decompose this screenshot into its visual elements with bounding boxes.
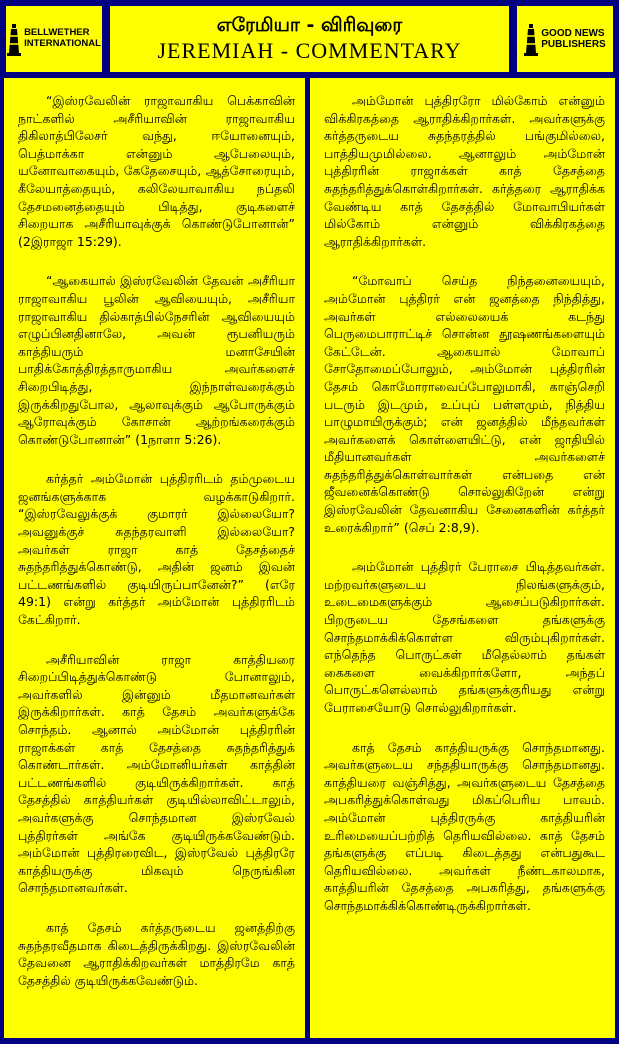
header-bar bbox=[4, 4, 615, 74]
page-title-tamil: எரேமியா - விரிவுரை bbox=[216, 13, 403, 36]
lighthouse-icon bbox=[524, 22, 538, 56]
paragraph: “ஆகையால் இஸ்ரவேலின் தேவன் அசீரியா ராஜாவாகிய பூலின் ஆவியையும், அசீரியா ராஜாவாகிய தில்காத்பில்நேசரின் ஆவியையும் எழுப்பினதினாலே, அவன் ரூபனியரும் காத்தியரும் மனாசேயின் பாதிக்கோத்திரத்தாருமாகிய அவர்களைச் சிறைபிடித்து, இந்நாள்வரைக்கும் இருக்கிறதுபோல, ஆலாவுக்கும் ஆபோருக்கும் ஆரோவுக்கும் கோசான் ஆற்றங்கரைக்கும் கொண்டுபோனான்” (1நாளா 5:26). bbox=[18, 273, 295, 447]
paragraph: அசீரியாவின் ராஜா காத்தியரை சிறைப்பிடித்துக்கொண்டு போனாலும், அவர்களில் இன்னும் மீதமானவர்கள் இருக்கிறார்கள். காத் தேசம் அவர்களுக்கே சொந்தம். ஆனால் அம்மோன் புத்திரரின் ராஜாக்கள் காத் தேசத்தை சுதந்தரித்துக் கொண்டார்கள். அம்மோனியர்கள் காத்தின் பட்டணங்களில் குடியிருக்கிறார்கள். காத் தேசத்தில் காத்தியர்கள் குடியில்லாவிட்டாலும், அவர்களுக்கு சொந்தமான இஸ்ரவேல் புத்திரர்கள் அங்கே குடியிருக்கவேண்டும். அம்மோன் புத்திரரைவிட, இஸ்ரவேல் புத்திரரே காத்தியருக்கு மிகவும் நெருங்கின சொந்தமானவர்கள். bbox=[18, 651, 295, 896]
good-news-logo bbox=[515, 4, 615, 74]
page-title-english: JEREMIAH - COMMENTARY bbox=[157, 38, 462, 64]
paragraph: காத் தேசம் கர்த்தருடைய ஜனத்திற்கு சுதந்தரவீதமாக கிடைத்திருக்கிறது. இஸ்ரவேலின் தேவனை ஆராதிக்கிறவர்கள் மாத்திரமே காத் தேசத்தில் குடியிருக்கவேண்டும். bbox=[18, 919, 295, 988]
right-column bbox=[310, 78, 615, 1038]
paragraph: காத் தேசம் காத்தியருக்கு சொந்தமானது. அவர்களுடைய சந்ததியாருக்கு சொந்தமானது. காத்தியரை வஞ்சித்து, அவர்களுடைய தேசத்தை அபகரித்துக்கொள்வது மிகப்பெரிய பாவம். அம்மோன் புத்திரருக்கு காத்தியரின் உரிமையைப்பற்றித் தெரியவில்லை. காத் தேசம் தங்களுக்கு எப்படி கிடைத்தது என்பதுகூட தெரியவில்லை. அவர்கள் நீண்டகாலமாக, காத்தியரின் தேசத்தை அபகரித்து, தங்களுக்கு சொந்தமாக்கிக்கொண்டிருக்கிறார்கள். bbox=[324, 739, 605, 913]
left-column bbox=[4, 78, 305, 1038]
paragraph: அம்மோன் புத்திரரோ மில்கோம் என்னும் விக்கிரகத்தை ஆராதிக்கிறார்கள். அவர்களுக்கு கர்த்தருடைய சுதந்தரத்தில் பங்குமில்லை, பாத்தியமுமில்லை. ஆனாலும் அம்மோன் புத்திரரின் ராஜாக்கள் காத் தேசத்தை சுதந்தரித்துக்கொள்கிறார்கள். கர்த்தரை ஆராதிக்க வேண்டிய காத் தேசத்தில் மோவாபியர்கள் மில்கோம் என்னும் விக்கிரகத்தை ஆராதிக்கிறார்கள். bbox=[324, 93, 605, 249]
paragraph: அம்மோன் புத்திரர் பேராசை பிடித்தவர்கள். மற்றவர்களுடைய நிலங்களுக்கும், உடைமைகளுக்கும் ஆசைப்படுகிறார்கள். பிறருடைய தேசங்களை தங்களுக்கு சொந்தமாக்கிக்கொள்ள விரும்புகிறார்கள். எந்தெந்த பொருட்கள் மீதெல்லாம் தங்கள் கைகளை வைக்கிறார்களோ, அந்தப் பொருட்களெல்லாம் தங்களுக்குரியது என்று பேராசையோடு சொல்லுகிறார்கள். bbox=[324, 559, 605, 715]
good-news-logo-text: GOOD NEWS PUBLISHERS bbox=[541, 27, 606, 50]
paragraph: “மோவாப் செய்த நிந்தனையையும், அம்மோன் புத்திரர் என் ஜனத்தை நிந்தித்து, அவர்கள் எல்லையைக் கடந்து பெருமைபாராட்டிச் சொன்ன தூஷணங்களையும் கேட்டேன். ஆகையால் மோவாப் சோதோமைப்போலும், அம்மோன் புத்திரரின் தேசம் கொமோராவைப்போலுமாகி, காஞ்செறி படரும் இடமும், உப்புப் பள்ளமும், நித்திய பாழுமாயிருக்கும்; என் ஜனத்தில் மீந்தவர்கள் அவர்களைக் கொள்ளையிட்டு, என் ஜாதியில் மீதியானவர்கள் அவர்களைச் சுதந்தரித்துக்கொள்வார்கள் என்பதை என் ஜீவனைக்கொண்டு சொல்லுகிறேன் என்று இஸ்ரவேலின் தேவனாகிய சேனைகளின் கர்த்தர் உரைக்கிறார்” (செப் 2:8,9). bbox=[324, 273, 605, 535]
paragraph: கர்த்தர் அம்மோன் புத்திரரிடம் தம்முடைய ஜனங்களுக்காக வழக்காடுகிறார். “இஸ்ரவேலுக்குக் குமாரர் இல்லையோ? அவனுக்குச் சுதந்தரவாளி இல்லையோ? அவர்கள் ராஜா காத் தேசத்தைச் சுதந்தரித்துக்கொண்டு, அதின் ஜனம் இவன் பட்டணங்களில் குடியிருப்பானேன்?” (எரே 49:1) என்று கர்த்தர் அம்மோன் புத்திரரிடம் கேட்கிறார். bbox=[18, 471, 295, 628]
title-box bbox=[108, 4, 511, 74]
lighthouse-icon bbox=[7, 22, 21, 56]
bellwether-logo bbox=[4, 4, 104, 74]
bellwether-logo-text: BELLWETHER INTERNATIONAL bbox=[24, 27, 101, 49]
paragraph: “இஸ்ரவேலின் ராஜாவாகிய பெக்காவின் நாட்களில் அசீரியாவின் ராஜாவாகிய திகிலாத்பிலேசர் வந்து, ஈயோனையும், பெத்மாக்கா என்னும் ஆபேலையும், யனோவாகையும், கேதேசையும், ஆத்சோரையும், கீலேயாத்தையும், கலிலேயாவாகிய நப்தலி தேசமனைத்தையும் பிடித்து, குடிகளைச் சிறையாக அசீரியாவுக்குக் கொண்டுபோனான்” (2இராஜா 15:29). bbox=[18, 93, 295, 249]
